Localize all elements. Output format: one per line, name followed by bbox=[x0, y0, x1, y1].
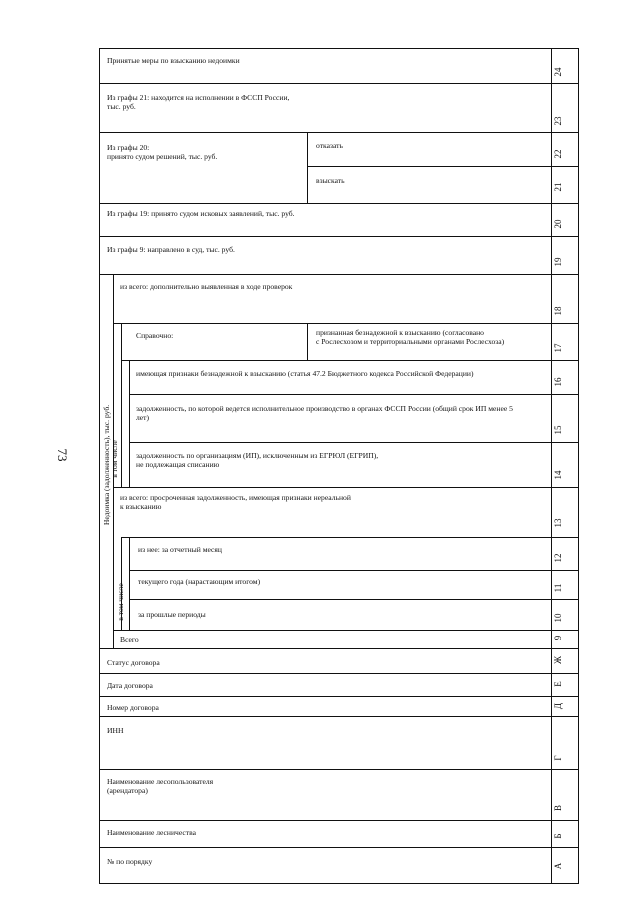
indent-line bbox=[129, 537, 130, 630]
col-letter-g: Г bbox=[553, 755, 563, 761]
col-number-9: 9 bbox=[553, 635, 563, 641]
col-letter-zh: Ж bbox=[553, 655, 563, 665]
page-number: 73 bbox=[55, 448, 70, 462]
label-inn: ИНН bbox=[107, 726, 124, 735]
label-sent-to-court: Из графы 9: направлено в суд, тыс. руб. bbox=[107, 245, 235, 254]
col-number-19: 19 bbox=[553, 257, 563, 267]
row-divider bbox=[121, 360, 578, 361]
row-divider bbox=[129, 570, 578, 571]
vertical-label-arrears: Недоимка (задолженность), тыс. руб. bbox=[102, 404, 111, 526]
label-current-year: текущего года (нарастающим итогом) bbox=[138, 577, 261, 586]
row-divider bbox=[100, 203, 578, 204]
col-number-22: 22 bbox=[553, 149, 563, 159]
form-table bbox=[99, 48, 579, 884]
label-hopeless-signs: имеющая признаки безнадежной к взысканию (статья 47.2 Бюджетного кодекса Российской Федерации) bbox=[136, 369, 474, 378]
label-hopeless-agreed: признанная безнадежной к взысканию (согласовано с Рослесхозом и территориальными органами Рослесхоза) bbox=[316, 328, 505, 347]
indent-line bbox=[121, 323, 122, 487]
label-refuse: отказать bbox=[316, 141, 343, 150]
row-divider bbox=[100, 673, 578, 674]
col-letter-b: Б bbox=[553, 833, 563, 839]
col-number-10: 10 bbox=[553, 613, 563, 623]
row-divider bbox=[113, 630, 578, 631]
col-number-11: 11 bbox=[553, 583, 563, 593]
row-divider bbox=[129, 394, 578, 395]
col-number-13: 13 bbox=[553, 518, 563, 528]
row-divider bbox=[100, 847, 578, 848]
row-divider bbox=[100, 83, 578, 84]
vertical-label-including-1: в том числе bbox=[110, 440, 119, 478]
col-number-15: 15 bbox=[553, 425, 563, 435]
label-forestry-name: Наименование лесничества bbox=[107, 828, 196, 837]
label-measures: Принятые меры по взысканию недоимки bbox=[107, 56, 240, 65]
row-divider bbox=[100, 648, 578, 649]
col-letter-d: Д bbox=[553, 702, 563, 710]
row-divider bbox=[113, 487, 578, 488]
label-overdue-unreal: из всего: просроченная задолженность, имеющая признаки нереальной к взысканию bbox=[120, 493, 351, 512]
row-divider bbox=[113, 323, 578, 324]
label-court-decisions: Из графы 20: принято судом решений, тыс. руб. bbox=[107, 143, 218, 162]
label-additional-found: из всего: дополнительно выявленная в ходе проверок bbox=[120, 282, 293, 291]
row-divider bbox=[100, 696, 578, 697]
row-divider bbox=[100, 820, 578, 821]
col-number-12: 12 bbox=[553, 553, 563, 563]
col-letter-e: Е bbox=[553, 681, 563, 687]
row-divider bbox=[100, 769, 578, 770]
label-order-number: № по порядку bbox=[107, 857, 153, 866]
row-divider bbox=[100, 236, 578, 237]
label-enforcement: задолженность, по которой ведется исполнительное производство в органах ФССП России (общий срок ИП менее 5 лет) bbox=[136, 404, 513, 423]
col-number-23: 23 bbox=[553, 116, 563, 126]
indent-line bbox=[129, 360, 130, 487]
col-divider bbox=[307, 323, 308, 360]
row-divider bbox=[121, 537, 578, 538]
col-number-21: 21 bbox=[553, 182, 563, 192]
col-number-20: 20 bbox=[553, 219, 563, 229]
label-collect: взыскать bbox=[316, 176, 345, 185]
label-reporting-month: из нее: за отчетный месяц bbox=[138, 545, 222, 554]
col-number-17: 17 bbox=[553, 343, 563, 353]
row-divider bbox=[129, 442, 578, 443]
row-divider bbox=[100, 132, 578, 133]
row-divider bbox=[129, 599, 578, 600]
label-total: Всего bbox=[120, 635, 139, 644]
col-letter-v: В bbox=[553, 805, 563, 812]
col-divider bbox=[307, 132, 308, 203]
label-court-claims: Из графы 19: принято судом исковых заявлений, тыс. руб. bbox=[107, 209, 295, 218]
row-divider bbox=[100, 274, 578, 275]
col-number-18: 18 bbox=[553, 306, 563, 316]
label-contract-date: Дата договора bbox=[107, 681, 153, 690]
col-number-16: 16 bbox=[553, 377, 563, 387]
col-number-divider bbox=[551, 49, 552, 883]
col-number-14: 14 bbox=[553, 470, 563, 480]
label-excluded-egrul: задолженность по организациям (ИП), исключенным из ЕГРЮЛ (ЕГРИП), не подлежащая списанию bbox=[136, 451, 379, 470]
label-past-periods: за прошлые периоды bbox=[138, 610, 206, 619]
label-fssp: Из графы 21: находится на исполнении в ФССП России, тыс. руб. bbox=[107, 93, 290, 112]
vertical-label-including-2: в том числе bbox=[116, 583, 125, 621]
col-number-24: 24 bbox=[553, 67, 563, 77]
row-divider bbox=[100, 716, 578, 717]
label-tenant-name: Наименование лесопользователя (арендатора) bbox=[107, 777, 214, 796]
label-contract-number: Номер договора bbox=[107, 703, 159, 712]
row-divider bbox=[307, 166, 578, 167]
label-reference: Справочно: bbox=[136, 331, 174, 340]
col-letter-a: А bbox=[553, 862, 563, 870]
label-contract-status: Статус договора bbox=[107, 658, 160, 667]
